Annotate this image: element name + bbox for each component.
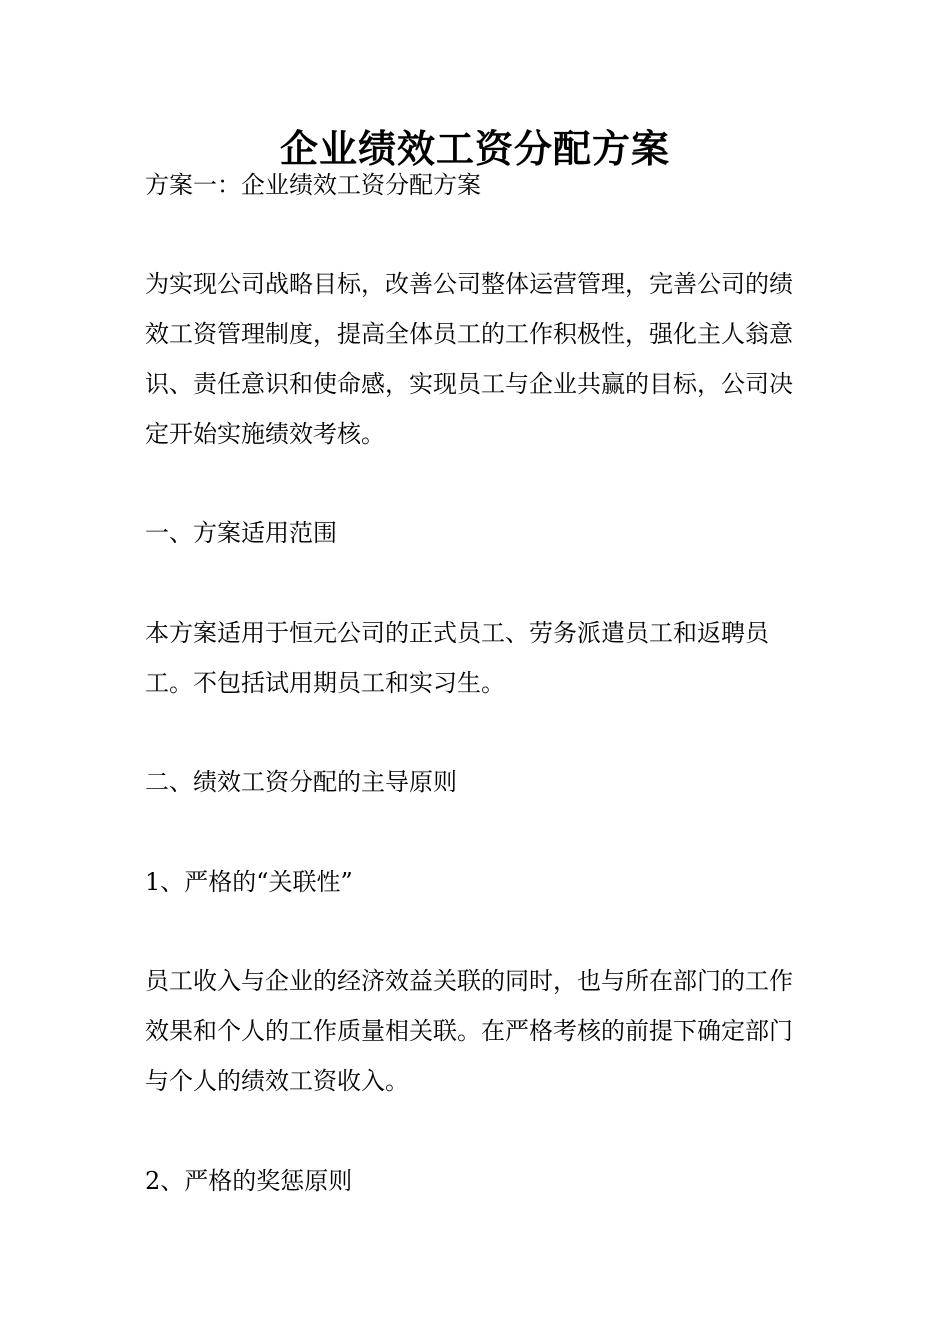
plan-subtitle: 方案一：企业绩效工资分配方案 [145, 171, 481, 199]
subsection-heading-relevance: 1、严格的“关联性” [145, 868, 353, 896]
subsection-heading-rewards: 2、严格的奖惩原则 [145, 1167, 353, 1195]
section-heading-scope: 一、方案适用范围 [145, 519, 337, 547]
intro-paragraph: 为实现公司战略目标，改善公司整体运营管理，完善公司的绩效工资管理制度，提高全体员工的工作积极性，强化主人翁意识、责任意识和使命感，实现员工与企业共赢的目标，公司决定开始实施绩效考核。 [145, 270, 793, 448]
subsection-paragraph-relevance: 员工收入与企业的经济效益关联的同时，也与所在部门的工作效果和个人的工作质量相关联。在严格考核的前提下确定部门与个人的绩效工资收入。 [145, 967, 793, 1095]
section-heading-principles: 二、绩效工资分配的主导原则 [145, 768, 457, 796]
section-paragraph-scope: 本方案适用于恒元公司的正式员工、劳务派遣员工和返聘员工。不包括试用期员工和实习生。 [145, 619, 769, 697]
document-title: 企业绩效工资分配方案 [279, 126, 670, 172]
